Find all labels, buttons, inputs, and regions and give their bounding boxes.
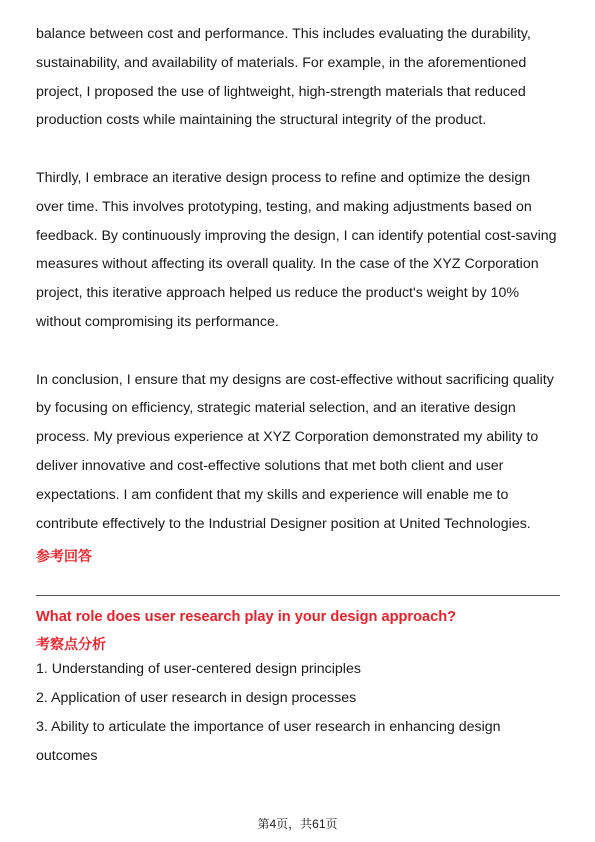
list-item: 3. Ability to articulate the importance of user research in enhancing design outcomes	[36, 718, 501, 764]
section-divider	[36, 595, 560, 596]
list-item: 1. Understanding of user-centered design principles	[36, 661, 361, 678]
body-paragraph-1: balance between cost and performance. This includes evaluating the durability, sustainability, and availability of materials. For example, in the aforementioned project, I proposed the use of lightweight, high-strength materials that reduced production costs while maintaining the structural integrity of the product.	[36, 26, 531, 129]
page-number-footer: 第4页，共61页	[257, 817, 338, 831]
reference-answer-label: 参考回答	[36, 548, 92, 565]
analysis-label: 考察点分析	[36, 636, 106, 653]
body-paragraph-2: Thirdly, I embrace an iterative design process to refine and optimize the design over time. This involves prototyping, testing, and making adjustments based on feedback. By continuously improving the design, I can identify potential cost-saving measures without affecting its overall quality. In the case of the XYZ Corporation project, this iterative approach helped us reduce the product's weight by 10% without compromising its performance.	[36, 169, 557, 330]
analysis-list	[36, 655, 560, 770]
list-item: 2. Application of user research in design processes	[36, 690, 357, 707]
body-paragraph-3: In conclusion, I ensure that my designs are cost-effective without sacrificing quality by focusing on efficiency, strategic material selection, and an iterative design process. My previous experience at XYZ Corporation demonstrated my ability to deliver innovative and cost-effective solutions that met both client and user expectations. I am confident that my skills and experience will enable me to contribute effectively to the Industrial Designer position at United Technologies.	[36, 371, 554, 532]
document-page	[36, 20, 560, 771]
question-heading: What role does user research play in your design approach?	[36, 609, 457, 626]
